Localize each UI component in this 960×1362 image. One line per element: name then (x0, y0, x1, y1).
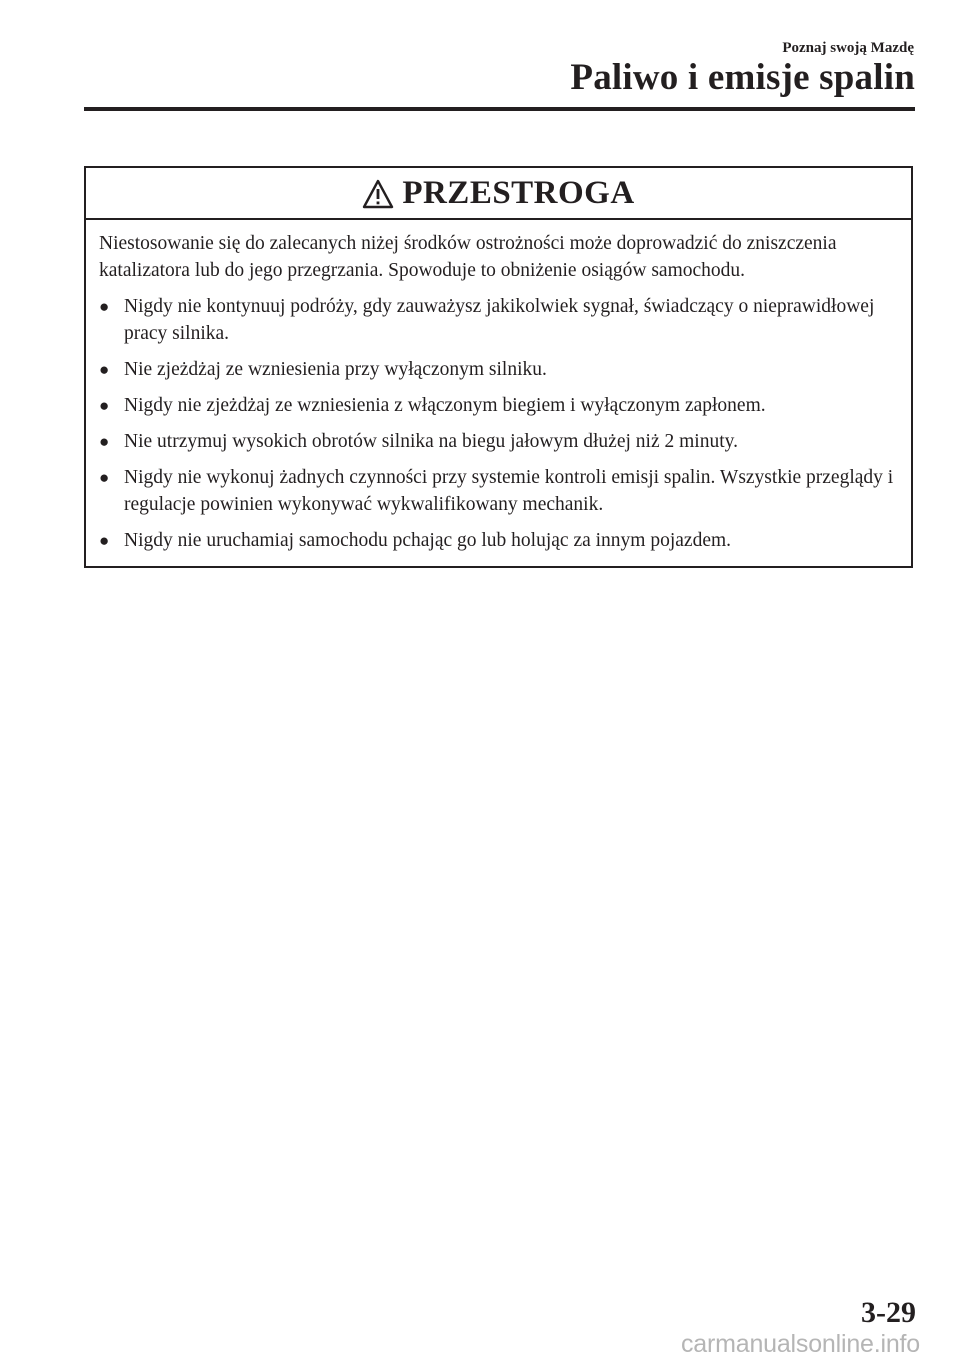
caution-box (84, 166, 913, 568)
list-item-text: Nigdy nie kontynuuj podróży, gdy zauważysz jakikolwiek sygnał, świadczący o nieprawidłowej pracy silnika. (124, 296, 875, 344)
page-title: Paliwo i emisje spalin (570, 57, 915, 98)
bullet-icon: ● (99, 360, 110, 379)
list-item (99, 527, 899, 554)
bullet-icon: ● (99, 396, 110, 415)
header-divider (84, 107, 915, 111)
list-item-text: Nigdy nie uruchamiaj samochodu pchając go lub holując za innym pojazdem. (124, 530, 732, 551)
caution-header (86, 168, 911, 220)
watermark: carmanualsonline.info (680, 1330, 920, 1358)
list-item (99, 464, 899, 518)
list-item-text: Nie zjeżdżaj ze wzniesienia przy wyłączonym silniku. (124, 359, 547, 380)
caution-heading: PRZESTROGA (402, 174, 635, 211)
list-item (99, 392, 899, 419)
list-item (99, 356, 899, 383)
bullet-icon: ● (99, 468, 110, 487)
list-item-text: Nigdy nie wykonuj żadnych czynności przy systemie kontroli emisji spalin. Wszystkie przeglądy i regulacje powinien wykonywać wykwalifikowany mechanik. (124, 467, 894, 515)
caution-body (86, 220, 911, 566)
caution-intro: Niestosowanie się do zalecanych niżej środków ostrożności może doprowadzić do zniszczenia katalizatora lub do jego przegrzania. Spowoduje to obniżenie osiągów samochodu. (99, 233, 837, 281)
bullet-icon: ● (99, 297, 110, 316)
bullet-icon: ● (99, 531, 110, 550)
list-item (99, 428, 899, 455)
list-item-text: Nigdy nie zjeżdżaj ze wzniesienia z włączonym biegiem i wyłączonym zapłonem. (124, 395, 766, 416)
caution-list (99, 293, 899, 554)
bullet-icon: ● (99, 432, 110, 451)
page-number: 3-29 (861, 1296, 916, 1329)
section-label: Poznaj swoją Mazdę (782, 40, 914, 56)
list-item (99, 293, 899, 347)
warning-triangle-icon (362, 179, 394, 209)
list-item-text: Nie utrzymuj wysokich obrotów silnika na biegu jałowym dłużej niż 2 minuty. (124, 431, 738, 452)
